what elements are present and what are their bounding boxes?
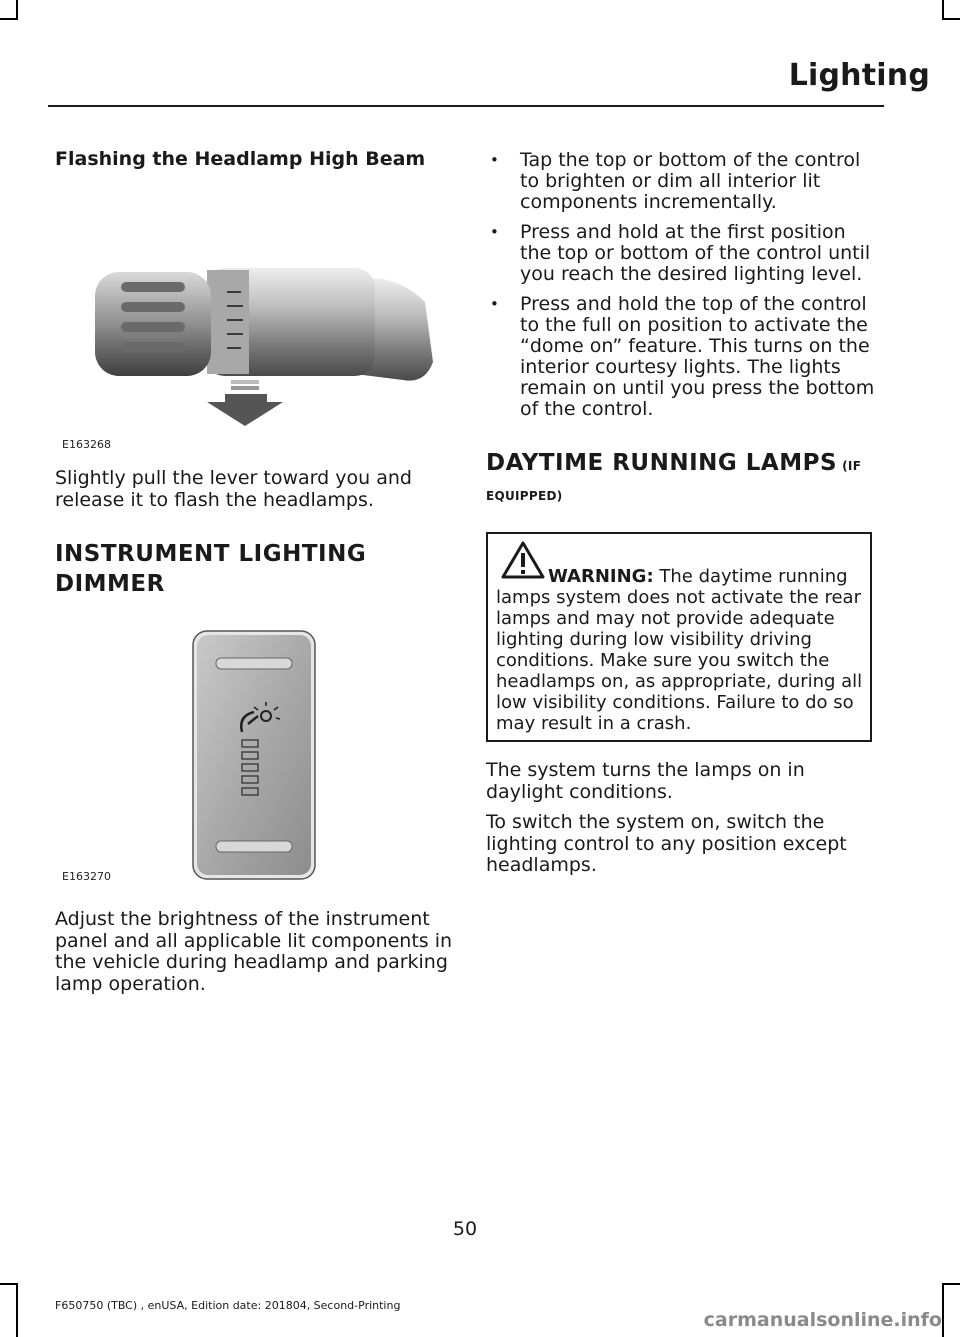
header-divider	[48, 105, 884, 107]
figure-code-dimmer: E163270	[62, 870, 111, 883]
figure-dimmer-switch	[192, 630, 316, 880]
edition-info: F650750 (TBC) , enUSA, Edition date: 201804, Second-Printing	[55, 1299, 401, 1312]
drl-heading-suffix-line2: EQUIPPED)	[486, 489, 563, 503]
paragraph-switch-system-on: To switch the system on, switch the lighting control to any position except headlamps.	[486, 811, 847, 876]
crop-mark-top-left-h	[0, 18, 18, 20]
section-heading-instrument-lighting: INSTRUMENT LIGHTING	[55, 541, 367, 567]
warning-body: The daytime running lamps system does not activate the rear lamps and may not provide adequate lighting during low visibility driving conditions. Make sure you switch the headlamps on, as appropriate, during all low visibility conditions. Failure to do so may result in a crash.	[496, 566, 863, 734]
paragraph-flash-headlamps: Slightly pull the lever toward you and release it to flash the headlamps.	[55, 467, 412, 511]
crop-mark-bottom-right-v	[942, 1283, 944, 1337]
figure-code-lever: E163268	[62, 438, 111, 451]
drl-heading-text: DAYTIME RUNNING LAMPS	[486, 450, 838, 476]
warning-triangle-icon	[500, 540, 546, 580]
page-header-title: Lighting	[788, 58, 930, 93]
watermark-link[interactable]: carmanualsonline.info	[703, 1309, 942, 1331]
paragraph-system-turns-on: The system turns the lamps on in daylight conditions.	[486, 759, 805, 803]
page-number: 50	[452, 1218, 478, 1240]
section-heading-daytime-running-lamps	[486, 450, 886, 476]
list-item: • Tap the top or bottom of the control to brighten or dim all interior lit components incrementally.	[486, 150, 880, 213]
crop-mark-top-left-v	[16, 0, 18, 18]
lever-illustration-icon	[55, 262, 435, 432]
dimmer-instructions-list	[486, 150, 880, 429]
paragraph-adjust-brightness: Adjust the brightness of the instrument panel and all applicable lit components in the vehicle during headlamp and parking lamp operation.	[55, 908, 453, 995]
warning-label: WARNING:	[548, 566, 654, 587]
dimmer-switch-icon	[192, 630, 316, 880]
drl-heading-suffix: (IF	[842, 459, 862, 473]
crop-mark-bottom-left-v	[16, 1283, 18, 1337]
crop-mark-top-right-v	[942, 0, 944, 18]
section-heading-dimmer: DIMMER	[55, 571, 165, 597]
section-heading-high-beam: Flashing the Headlamp High Beam	[55, 148, 426, 170]
list-item: • Press and hold at the first position the top or bottom of the control until you reach the desired lighting level.	[486, 222, 880, 285]
warning-text	[496, 566, 864, 734]
figure-lever	[55, 262, 435, 432]
list-item: • Press and hold the top of the control to the full on position to activate the “dome on” feature. This turns on the interior courtesy lights. The lights remain on until you press the bottom of the control.	[486, 294, 880, 420]
warning-box	[486, 532, 872, 742]
crop-mark-bottom-left-h	[0, 1283, 18, 1285]
crop-mark-bottom-right-h	[942, 1283, 960, 1285]
crop-mark-top-right-h	[942, 18, 960, 20]
